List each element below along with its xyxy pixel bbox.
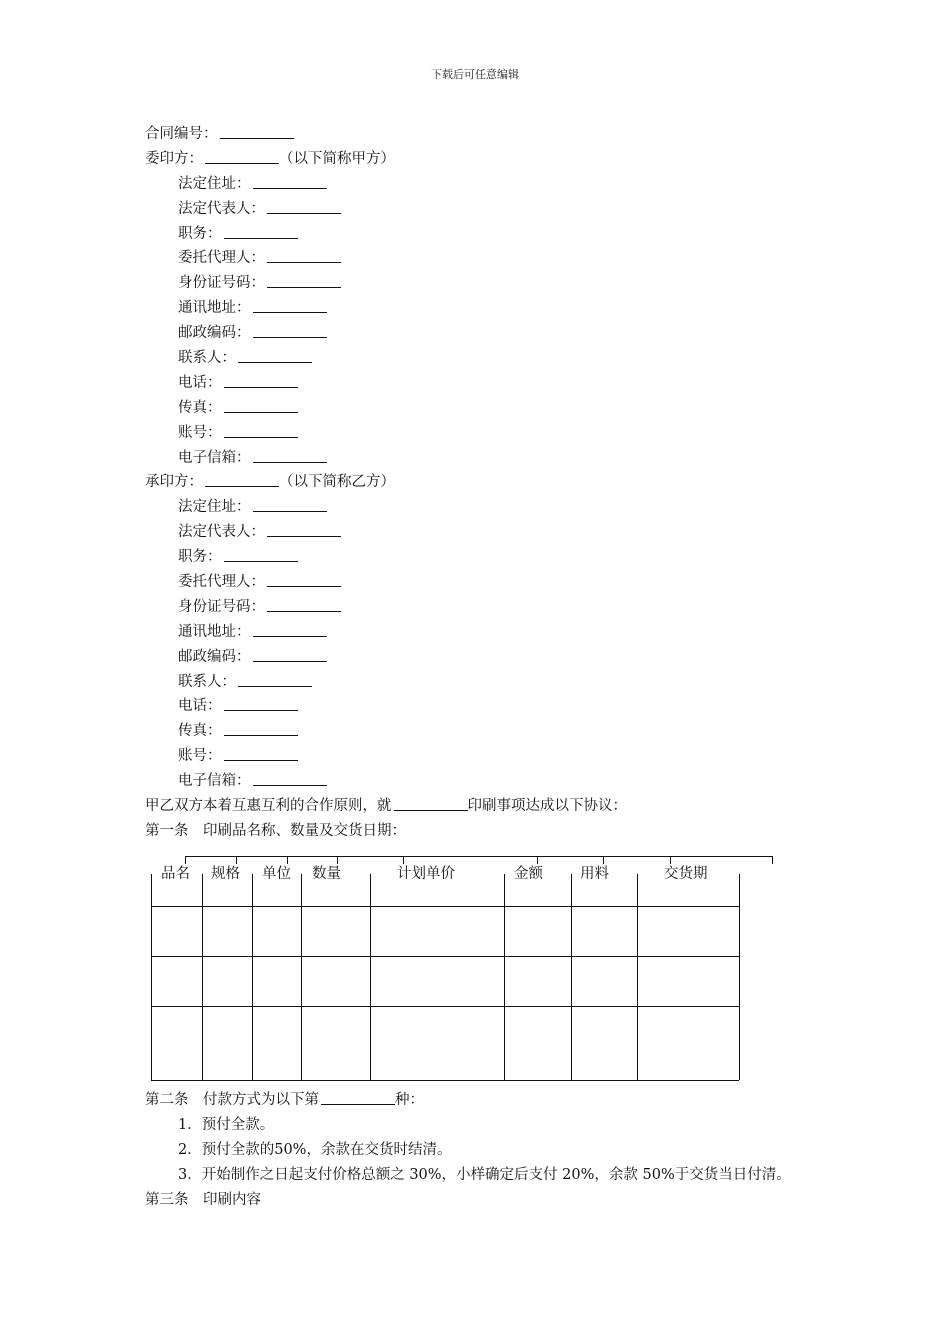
field-label: 职务： [178,549,222,566]
article-1-heading: 第一条 印刷品名称、数量及交货日期： [145,822,406,839]
blank-field[interactable] [253,323,327,338]
table-tick [772,856,773,864]
table-col-line [739,874,740,1080]
field-label: 电子信箱： [178,773,251,790]
blank-field[interactable] [253,771,327,786]
party-b-field [145,595,815,620]
field-label: 法定住址： [178,499,251,516]
party-a-field [145,446,815,471]
party-b-suffix: （以下简称乙方） [279,474,395,491]
blank-field[interactable] [267,248,341,263]
table-col-line [151,874,152,1080]
blank-field[interactable] [205,149,279,164]
field-label: 邮政编码： [178,325,251,342]
party-a-field [145,222,815,247]
blank-field[interactable] [253,622,327,637]
table-col-line [571,874,572,1080]
party-b-field [145,670,815,695]
party-b-label: 承印方： [145,474,203,491]
field-label: 通讯地址： [178,300,251,317]
field-label: 账号： [178,424,222,441]
blank-field[interactable] [224,696,298,711]
party-b-field [145,744,815,769]
field-label: 电子信箱： [178,449,251,466]
contract-number-label: 合同编号： [145,126,218,142]
table-col-line [301,874,302,1080]
party-b-field [145,769,815,794]
party-b-field [145,570,815,595]
blank-field[interactable] [224,398,298,413]
party-a-field [145,246,815,271]
blank-field[interactable] [253,174,327,189]
field-label: 传真： [178,723,222,740]
party-a-field [145,172,815,197]
party-a-field [145,421,815,446]
table-top-rule [185,856,773,857]
field-label: 委托代理人： [178,250,265,267]
field-label: 联系人： [178,673,236,690]
product-table [145,846,815,1088]
blank-field[interactable] [224,373,298,388]
party-b-field [145,520,815,545]
field-label: 身份证号码： [178,598,265,615]
party-a-field [145,271,815,296]
table-header-cell: 计划单价 [397,865,455,882]
blank-field[interactable] [267,597,341,612]
blank-field[interactable] [205,472,279,487]
blank-field[interactable] [224,746,298,761]
blank-field[interactable] [224,547,298,562]
table-col-line [637,874,638,1080]
blank-field[interactable] [253,448,327,463]
party-a-field [145,321,815,346]
blank-field[interactable] [238,672,312,687]
payment-option: 1．预付全款。 [178,1116,275,1133]
blank-field[interactable] [220,124,294,139]
table-col-line [202,874,203,1080]
field-label: 通讯地址： [178,623,251,640]
table-col-line [504,874,505,1080]
party-a-field [145,371,815,396]
field-label: 职务： [178,225,222,242]
table-header-cell: 交货期 [664,865,708,882]
blank-field[interactable] [267,572,341,587]
table-col-line [370,874,371,1080]
blank-field[interactable] [253,497,327,512]
blank-field[interactable] [253,298,327,313]
party-b-field [145,694,815,719]
field-label: 联系人： [178,350,236,367]
table-bottom-line [151,1080,739,1081]
table-header-cell: 品名 [161,865,190,882]
page-header: 下载后可任意编辑 [431,68,519,81]
party-b-field [145,495,815,520]
agreement-line [145,794,815,819]
contract-body [145,122,815,1212]
party-b-field [145,545,815,570]
table-row-line [151,956,739,957]
blank-field[interactable] [321,1090,395,1105]
table-header-cell: 用料 [580,865,609,882]
party-a-suffix: （以下简称甲方） [279,150,395,167]
table-header-cell: 金额 [514,865,543,882]
party-a-line [145,147,815,172]
blank-field[interactable] [394,796,468,811]
blank-field[interactable] [267,199,341,214]
blank-field[interactable] [253,647,327,662]
field-label: 法定代表人： [178,200,265,217]
article-2-line [145,1088,815,1113]
article-2-text-after: 种： [395,1091,424,1108]
blank-field[interactable] [224,224,298,239]
article-2-text-before: 第二条 付款方式为以下第 [145,1091,319,1108]
table-col-line [252,874,253,1080]
field-label: 传真： [178,399,222,416]
table-row-line [151,906,739,907]
agreement-text-before: 甲乙双方本着互惠互利的合作原则，就 [145,798,392,815]
party-b-field [145,620,815,645]
party-a-field [145,346,815,371]
field-label: 法定住址： [178,175,251,192]
field-label: 电话： [178,698,222,715]
blank-field[interactable] [267,273,341,288]
table-header-cell: 规格 [211,865,240,882]
field-label: 身份证号码： [178,275,265,292]
payment-option: 3．开始制作之日起支付价格总额之 30%，小样确定后支付 20%，余款 50%于交货当日付清。 [178,1166,791,1183]
field-label: 邮政编码： [178,648,251,665]
party-a-field [145,296,815,321]
party-a-field [145,197,815,222]
table-header-cell: 数量 [312,865,341,882]
payment-option: 2．预付全款的50%，余款在交货时结清。 [178,1141,452,1158]
field-label: 委托代理人： [178,574,265,591]
article-3-heading: 第三条 印刷内容 [145,1191,261,1208]
table-header-cell: 单位 [262,865,291,882]
party-a-field [145,396,815,421]
blank-field[interactable] [267,522,341,537]
contract-number-line [145,122,815,147]
agreement-text-after: 印刷事项达成以下协议： [467,798,627,815]
party-b-line [145,470,815,495]
blank-field[interactable] [224,721,298,736]
party-a-label: 委印方： [145,150,203,167]
party-b-field [145,645,815,670]
blank-field[interactable] [224,423,298,438]
party-b-field [145,719,815,744]
table-row-line [151,1006,739,1007]
field-label: 电话： [178,374,222,391]
field-label: 账号： [178,748,222,765]
blank-field[interactable] [238,348,312,363]
field-label: 法定代表人： [178,524,265,541]
